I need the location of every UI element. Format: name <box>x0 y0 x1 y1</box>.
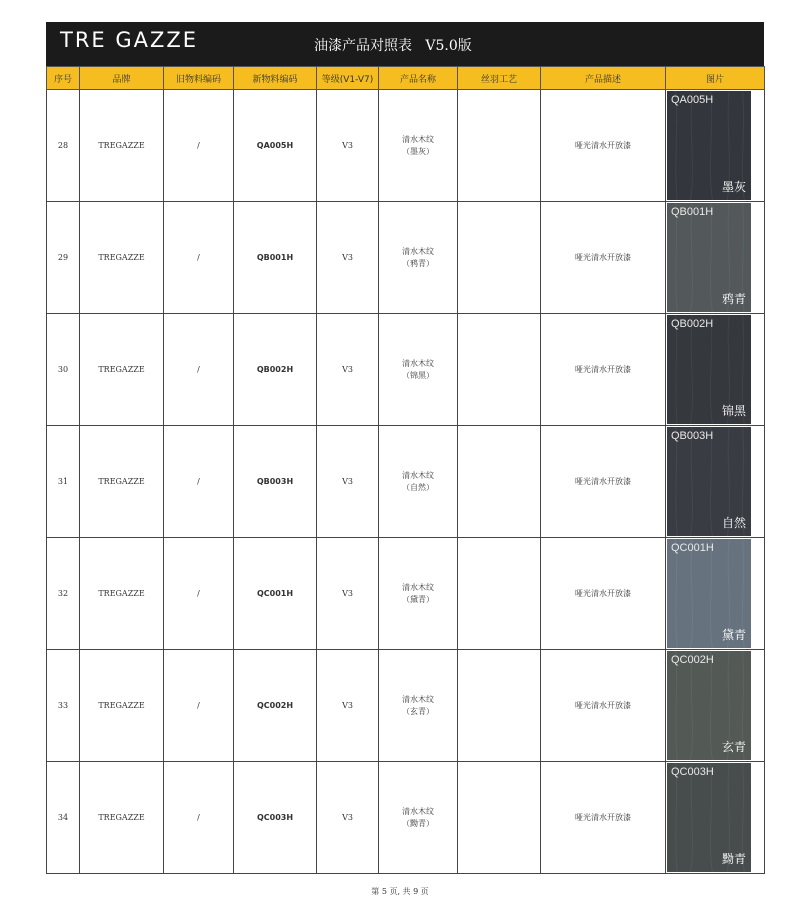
row-craft <box>458 426 541 538</box>
row-old-code: / <box>164 426 234 538</box>
product-name-main: 清水木纹 <box>402 134 434 144</box>
table-row <box>47 762 765 874</box>
row-seq: 33 <box>47 650 80 762</box>
row-new-code: QA005H <box>234 90 317 202</box>
column-header: 新物料编码 <box>234 67 317 90</box>
row-description: 哑光清水开放漆 <box>541 90 666 202</box>
swatch-code-label: QB003H <box>671 430 714 442</box>
row-image-cell <box>666 90 765 202</box>
row-seq: 30 <box>47 314 80 426</box>
row-level: V3 <box>317 314 379 426</box>
row-product-name <box>379 538 458 650</box>
column-header: 图片 <box>666 67 765 90</box>
row-level: V3 <box>317 90 379 202</box>
row-brand: TREGAZZE <box>80 90 164 202</box>
row-old-code: / <box>164 90 234 202</box>
row-brand: TREGAZZE <box>80 650 164 762</box>
swatch-code-label: QC001H <box>671 542 714 554</box>
brand-logo: TRE GAZZE <box>60 28 199 52</box>
swatch-color-name: 鸦青 <box>721 292 746 306</box>
row-seq: 31 <box>47 426 80 538</box>
row-seq: 32 <box>47 538 80 650</box>
row-image-cell <box>666 650 765 762</box>
color-swatch-image <box>667 91 751 200</box>
document-title: 油漆产品对照表 V5.0版 <box>314 38 472 54</box>
row-image-cell <box>666 202 765 314</box>
row-level: V3 <box>317 202 379 314</box>
swatch-color-name: 玄青 <box>721 740 746 754</box>
color-swatch-image <box>667 315 751 424</box>
swatch-color-name: 自然 <box>721 516 746 530</box>
product-name-color: （鸦青） <box>402 258 434 268</box>
row-seq: 34 <box>47 762 80 874</box>
row-product-name <box>379 202 458 314</box>
product-name-color: （自然） <box>402 482 434 492</box>
product-name-color: （黝青） <box>402 818 434 828</box>
column-header: 旧物料编码 <box>164 67 234 90</box>
row-product-name <box>379 426 458 538</box>
row-description: 哑光清水开放漆 <box>541 762 666 874</box>
product-table <box>46 66 765 874</box>
row-old-code: / <box>164 314 234 426</box>
product-name-color: （玄青） <box>402 706 434 716</box>
product-name-main: 清水木纹 <box>402 582 434 592</box>
table-body <box>47 90 765 874</box>
row-old-code: / <box>164 202 234 314</box>
row-craft <box>458 314 541 426</box>
row-new-code: QB003H <box>234 426 317 538</box>
row-craft <box>458 538 541 650</box>
color-swatch-image <box>667 651 751 760</box>
row-new-code: QB001H <box>234 202 317 314</box>
row-old-code: / <box>164 762 234 874</box>
row-description: 哑光清水开放漆 <box>541 426 666 538</box>
row-brand: TREGAZZE <box>80 314 164 426</box>
row-new-code: QC001H <box>234 538 317 650</box>
swatch-color-name: 黛青 <box>721 628 746 642</box>
product-name-main: 清水木纹 <box>402 246 434 256</box>
row-description: 哑光清水开放漆 <box>541 314 666 426</box>
row-level: V3 <box>317 762 379 874</box>
row-new-code: QC003H <box>234 762 317 874</box>
page-number: 第 5 页, 共 9 页 <box>371 887 429 896</box>
row-product-name <box>379 762 458 874</box>
row-old-code: / <box>164 538 234 650</box>
header-bar <box>46 22 764 66</box>
row-image-cell <box>666 314 765 426</box>
row-new-code: QC002H <box>234 650 317 762</box>
row-brand: TREGAZZE <box>80 762 164 874</box>
swatch-color-name: 锦黑 <box>721 404 746 418</box>
product-name-color: （黛青） <box>402 594 434 604</box>
swatch-color-name: 黝青 <box>721 852 746 866</box>
row-description: 哑光清水开放漆 <box>541 650 666 762</box>
column-header: 丝羽工艺 <box>458 67 541 90</box>
column-header: 产品名称 <box>379 67 458 90</box>
row-brand: TREGAZZE <box>80 202 164 314</box>
product-name-main: 清水木纹 <box>402 694 434 704</box>
row-seq: 29 <box>47 202 80 314</box>
row-image-cell <box>666 538 765 650</box>
row-old-code: / <box>164 650 234 762</box>
table-header-row <box>47 67 765 90</box>
product-name-color: （锦黑） <box>402 370 434 380</box>
row-new-code: QB002H <box>234 314 317 426</box>
color-swatch-image <box>667 539 751 648</box>
column-header: 等级(V1-V7) <box>317 67 379 90</box>
row-product-name <box>379 314 458 426</box>
row-craft <box>458 90 541 202</box>
row-image-cell <box>666 762 765 874</box>
swatch-color-name: 墨灰 <box>721 180 746 194</box>
color-swatch-image <box>667 427 751 536</box>
table-row <box>47 538 765 650</box>
column-header: 产品描述 <box>541 67 666 90</box>
color-swatch-image <box>667 203 751 312</box>
row-craft <box>458 202 541 314</box>
row-product-name <box>379 90 458 202</box>
table-row <box>47 202 765 314</box>
swatch-code-label: QB001H <box>671 206 714 218</box>
swatch-code-label: QA005H <box>671 94 714 106</box>
product-name-main: 清水木纹 <box>402 470 434 480</box>
product-name-color: （墨灰） <box>402 146 434 156</box>
table-row <box>47 650 765 762</box>
row-brand: TREGAZZE <box>80 426 164 538</box>
swatch-code-label: QC003H <box>671 766 714 778</box>
row-level: V3 <box>317 538 379 650</box>
table-row <box>47 90 765 202</box>
row-craft <box>458 762 541 874</box>
column-header: 品牌 <box>80 67 164 90</box>
color-swatch-image <box>667 763 751 872</box>
row-description: 哑光清水开放漆 <box>541 538 666 650</box>
table-row <box>47 426 765 538</box>
table-row <box>47 314 765 426</box>
swatch-code-label: QB002H <box>671 318 714 330</box>
product-name-main: 清水木纹 <box>402 358 434 368</box>
row-image-cell <box>666 426 765 538</box>
row-level: V3 <box>317 650 379 762</box>
row-description: 哑光清水开放漆 <box>541 202 666 314</box>
row-level: V3 <box>317 426 379 538</box>
row-product-name <box>379 650 458 762</box>
row-brand: TREGAZZE <box>80 538 164 650</box>
product-name-main: 清水木纹 <box>402 806 434 816</box>
column-header: 序号 <box>47 67 80 90</box>
row-seq: 28 <box>47 90 80 202</box>
row-craft <box>458 650 541 762</box>
swatch-code-label: QC002H <box>671 654 714 666</box>
